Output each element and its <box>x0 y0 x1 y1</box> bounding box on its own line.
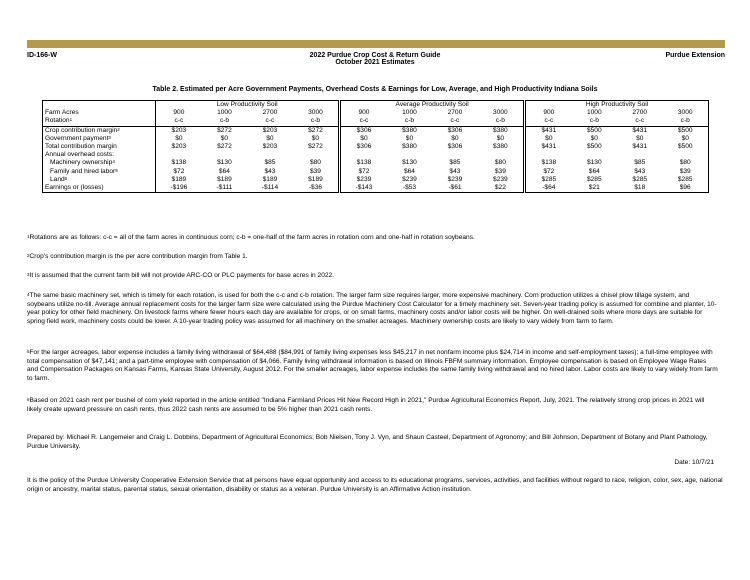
table-cell: c-b <box>293 117 340 126</box>
table-cell: $500 <box>586 143 602 151</box>
table-cell: $0 <box>662 135 708 143</box>
table-cell: $431 <box>632 143 648 151</box>
table-row-earnings <box>43 184 709 193</box>
table-cell <box>247 151 293 159</box>
row-label: Government payment$^3$ <box>43 135 156 143</box>
corner-cell <box>43 101 156 110</box>
table-cell: 2700 <box>262 109 278 117</box>
table-cell: $39 <box>662 168 708 176</box>
table-cell: $239 <box>402 175 417 183</box>
row-label: Annual overhead costs: <box>43 151 156 159</box>
table-cell: c-b <box>202 117 248 126</box>
table-cell: $85 <box>634 159 646 167</box>
table-cell: $72 <box>156 168 202 176</box>
table-cell: 900 <box>525 109 572 117</box>
table-row-land <box>43 176 709 184</box>
table-cell: -$111 <box>202 184 248 193</box>
table-cell: $130 <box>586 159 602 167</box>
header-accent-bar <box>27 40 725 48</box>
footnote-marker: 4 <box>112 159 115 165</box>
table-cell: $138 <box>525 159 572 167</box>
table-cell: $203 <box>262 126 278 134</box>
table-cell: -$143 <box>340 184 387 193</box>
row-label: Family and hired labor$^5$ <box>43 168 156 176</box>
table-cell: $239 <box>447 175 463 183</box>
footnote-6: $^6$Based on 2021 cash rent per bushel of corn yield reported in the article entitled "Indiana Farmland Prices Hit New Record High in 2021," Purdue Agricultural Economics Report, July, 2021. The relatively strong crop prices in 2021 will likely create upward pressure on cash rents, thus 2022 cash rents are assumed to be 5% higher than 2021 cash rents. <box>27 397 705 413</box>
table-cell: $306 <box>340 126 387 135</box>
footnote-marker: 6 <box>64 175 68 181</box>
table-cell: $380 <box>402 143 417 151</box>
table-cell: $306 <box>447 143 463 151</box>
table-cell: $0 <box>266 134 274 142</box>
table-cell: $0 <box>156 135 202 143</box>
table-cell: $72 <box>525 168 572 176</box>
table-cell: $80 <box>662 159 708 167</box>
table-cell: $500 <box>662 143 708 151</box>
table-cell: $138 <box>340 159 387 167</box>
table-cell: 1000 <box>402 109 417 117</box>
table-cell: $130 <box>217 159 232 167</box>
table-cell: $285 <box>632 175 648 183</box>
table-cell <box>387 151 432 159</box>
table-cell: $0 <box>220 134 229 142</box>
prepared-by: Prepared by: Michael R. Langemeier and Craig L. Dobbins, Department of Agricultural Economics; Bob Nielsen, Tony J. Vyn, and Shaun Casteel, Department of Agronomy; and Bill Johnson, Department of Botany and Plant Pathology, Purdue University. <box>27 434 708 450</box>
table-cell: 1000 <box>586 109 602 117</box>
table-row-rotation <box>43 117 709 126</box>
table-cell: $431 <box>525 143 572 151</box>
table-cell: $431 <box>632 126 648 134</box>
table-cell: 2700 <box>447 109 463 117</box>
footnote-4: $^4$The same basic machinery set, which is timely for each rotation, is used for both the c-c and c-b rotation. The larger farm size requires larger, more expensive machinery. Corn production utilizes a chisel plow tillage system, and soybeans utilize no-till. Average annual replacement costs for the larger farm size were calculated using the Purdue Machinery Cost Calculator for a timely machinery set. Seven-year trading policy is assumed for combine and planter, 10-year policy for other field machinery. On livestock farms where fewer hours each day are available for crops, or on small farms, machinery costs and/or labor costs will be higher. On well-drained soils where more days are suitable for spring field work, machinery costs could be lower. A 10-year trading policy was assumed for all machinery on the smaller acreages. Machinery ownership costs are likely to vary widely from farm to farm. <box>27 292 717 325</box>
footnote-marker: 3 <box>108 134 111 140</box>
table-cell: $39 <box>309 167 321 175</box>
table-cell: 1000 <box>217 109 232 117</box>
group-header-row <box>43 101 709 110</box>
footnote-5: $^5$For the larger acreages, labor expense includes a family living withdrawal of $64,488 ($84,991 of family living expenses less $45,217 in net nonfarm income plus $24,714 in income and self-employment taxes); a full-time employee with total compensation of $47,141; and a part-time employee with compensation of $4,066. Family living withdrawal information is based on Illinois FBFM summary information. Employee compensation is based on Employee Wage Rates and Compensation Packages on Kansas Farms, Kansas State University, August 2012. For the smaller acreages, labor expense includes the same family living withdrawal and no hired labor. Labor costs are likely to vary widely from farm to farm. <box>27 349 718 382</box>
publisher-name: Purdue Extension <box>665 52 725 59</box>
table-cell <box>432 151 477 159</box>
footnote-marker: 2 <box>117 126 120 132</box>
table-cell <box>202 151 248 159</box>
table-cell: $189 <box>156 176 202 184</box>
table-cell: $380 <box>493 126 508 134</box>
table-cell: $39 <box>494 167 506 175</box>
group-high: High Productivity Soil <box>525 101 709 110</box>
table-cell: $0 <box>405 134 414 142</box>
table-cell: $96 <box>662 184 708 193</box>
table-cell: $285 <box>586 175 602 183</box>
table-cell: c-c <box>432 117 477 126</box>
row-label: Earnings or (losses) <box>43 184 156 193</box>
row-label: Crop contribution margin$^2$ <box>43 126 156 135</box>
table-cell: $64 <box>403 167 415 175</box>
page-top-margin <box>0 0 750 40</box>
table-cell <box>293 151 340 159</box>
table-cell: $189 <box>217 175 232 183</box>
table-cell: $500 <box>662 126 708 135</box>
table-cell: -$196 <box>156 184 202 193</box>
table-row-gov-payment <box>43 135 709 143</box>
table-cell: 2700 <box>632 109 648 117</box>
row-label: Rotation$^1$ <box>43 117 156 126</box>
table-cell: $18 <box>617 184 662 193</box>
equal-opportunity-policy: It is the policy of the Purdue University Cooperative Extension Service that all persons have equal opportunity and access to its educational programs, services, activities, and facilities without regard to race, religion, color, sex, age, national origin or ancestry, marital status, parental status, sexual orientation, disability or status as a veteran. Purdue University is an Affirmative Action institution. <box>27 477 723 493</box>
table-row-overhead <box>43 151 709 159</box>
table-cell <box>525 151 572 159</box>
table-cell: $306 <box>340 143 387 151</box>
table-cell: c-c <box>247 117 293 126</box>
table-cell: $285 <box>525 176 572 184</box>
table-cell: $380 <box>402 126 417 134</box>
table-cell: $43 <box>634 167 646 175</box>
table-cell: c-c <box>156 117 202 126</box>
table-cell: $239 <box>493 175 508 183</box>
table-cell: $80 <box>494 159 506 167</box>
row-label: Farm Acres <box>43 109 156 117</box>
row-label: Machinery ownership$^4$ <box>43 159 156 167</box>
table-row-labor <box>43 168 709 176</box>
footnote-2: $^2$Crop's contribution margin is the per acre contribution margin from Table 1. <box>27 253 248 260</box>
table-cell: $138 <box>156 159 202 167</box>
document-id: ID-166-W <box>27 52 57 59</box>
table-cell: $0 <box>496 134 505 142</box>
table-row-farm-acres <box>43 109 709 117</box>
table-cell: $500 <box>586 126 602 134</box>
table-cell: $0 <box>311 134 320 142</box>
table-cell: $272 <box>217 126 232 134</box>
footnote-1: $^1$Rotations are as follows: c-c = all of the farm acres in continuous corn; c-b = one-half of the farm acres in rotation corn and one-half in rotation soybeans. <box>27 234 475 241</box>
table-cell: 900 <box>156 109 202 117</box>
table-cell: -$114 <box>247 184 293 193</box>
table-cell <box>572 151 617 159</box>
table-cell <box>478 151 525 159</box>
table-cell: $306 <box>447 126 463 134</box>
table-cell: $130 <box>402 159 417 167</box>
document-date: Date: 10/7/21 <box>674 459 714 466</box>
table-row-total-margin <box>43 143 709 151</box>
table-cell: $189 <box>308 175 323 183</box>
row-label: Land$^6$ <box>43 176 156 184</box>
group-low: Low Productivity Soil <box>156 101 340 110</box>
table-cell: $43 <box>449 167 461 175</box>
table-cell: -$61 <box>432 184 477 193</box>
table-row-machinery <box>43 159 709 167</box>
table-cell <box>617 151 662 159</box>
table-cell: $0 <box>636 134 644 142</box>
row-label: Total contribution margin <box>43 143 156 151</box>
group-average: Average Productivity Soil <box>340 101 525 110</box>
table-cell: $203 <box>156 126 202 135</box>
table-cell: $189 <box>262 175 278 183</box>
table-cell: $0 <box>340 135 387 143</box>
guide-subtitle: October 2021 Estimates <box>335 59 415 66</box>
table-cell: 3000 <box>662 109 708 117</box>
table-cell: $22 <box>478 184 525 193</box>
table-cell: 3000 <box>493 109 508 117</box>
table-cell: 900 <box>340 109 387 117</box>
table-cell: $64 <box>218 167 230 175</box>
table-cell: c-b <box>478 117 525 126</box>
table-cell: c-b <box>387 117 432 126</box>
table-cell: $0 <box>525 135 572 143</box>
table-cell: $203 <box>262 143 278 151</box>
footnote-marker: 5 <box>115 167 118 173</box>
table-cell: $85 <box>264 159 276 167</box>
table-cell: $431 <box>525 126 572 135</box>
table-cell: $203 <box>156 143 202 151</box>
footnote-marker: 1 <box>69 117 73 123</box>
table-cell: c-c <box>525 117 572 126</box>
table-cell: c-c <box>340 117 387 126</box>
table-cell: $0 <box>451 134 459 142</box>
table-cell: -$64 <box>525 184 572 193</box>
table-cell: $64 <box>588 167 600 175</box>
footnote-3: $^3$It is assumed that the current farm bill will not provide ARC-CO or PLC payments for base acres in 2022. <box>27 272 335 279</box>
table-cell: $285 <box>662 176 708 184</box>
table-cell: $21 <box>572 184 617 193</box>
earnings-table <box>42 100 709 193</box>
table-title: Table 2. Estimated per Acre Government Payments, Overhead Costs & Earnings for Low, Average, and High Productivity Indiana Soils <box>152 86 598 93</box>
table-cell: -$53 <box>387 184 432 193</box>
table-cell: c-b <box>662 117 708 126</box>
table-cell: $272 <box>308 143 323 151</box>
table-cell: c-c <box>617 117 662 126</box>
table-cell: $272 <box>308 126 323 134</box>
table-body <box>43 101 709 193</box>
table-cell: -$36 <box>293 184 340 193</box>
table-cell: $85 <box>449 159 461 167</box>
table-cell <box>340 151 387 159</box>
document-header-title <box>0 52 750 66</box>
table-cell: $43 <box>264 167 276 175</box>
table-cell <box>662 151 708 159</box>
table-cell: c-b <box>572 117 617 126</box>
table-cell: $72 <box>340 168 387 176</box>
table-row-crop-margin <box>43 126 709 135</box>
table-cell: 3000 <box>308 109 323 117</box>
table-cell: $80 <box>309 159 321 167</box>
table-cell: $0 <box>590 134 598 142</box>
table-cell <box>156 151 202 159</box>
table-cell: $380 <box>493 143 508 151</box>
guide-title: 2022 Purdue Crop Cost & Return Guide <box>309 52 441 59</box>
table-cell: $272 <box>217 143 232 151</box>
table-cell: $239 <box>340 176 387 184</box>
